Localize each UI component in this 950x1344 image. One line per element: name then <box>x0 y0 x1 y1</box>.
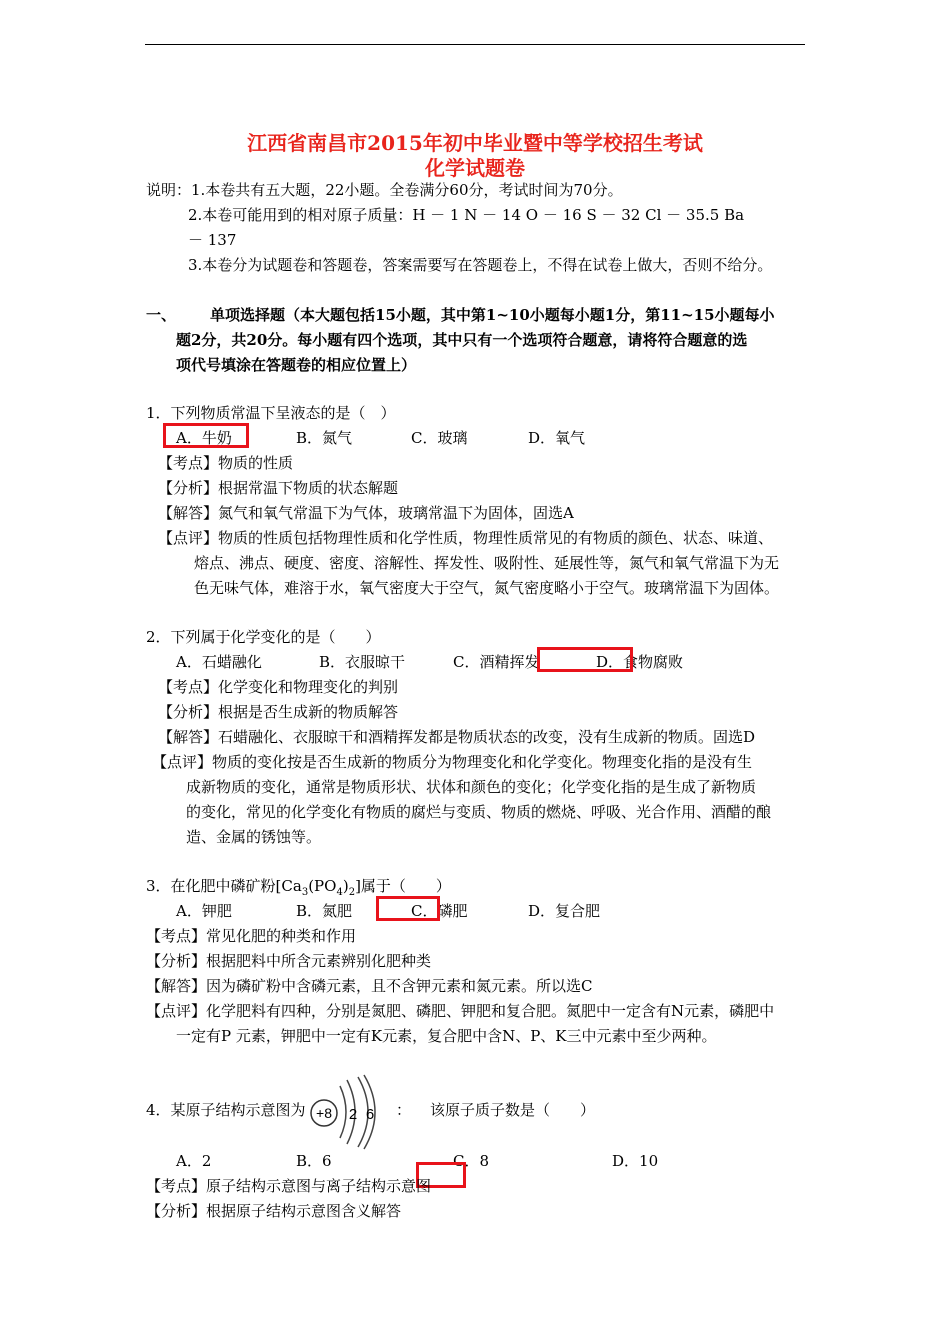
section-heading-3: 项代号填涂在答题卷的相应位置上） <box>176 356 417 374</box>
q2-option-b: B．衣服晾干 <box>319 653 406 671</box>
q3-option-d: D．复合肥 <box>528 902 601 920</box>
q4-option-d: D．10 <box>612 1152 659 1170</box>
q1-option-d: D．氧气 <box>528 429 586 447</box>
instruction-2-cont: － 137 <box>188 231 237 249</box>
q3-fenxi: 【分析】根据肥料中所含元素辨别化肥种类 <box>146 952 432 970</box>
electron-shell-1 <box>340 1086 346 1138</box>
q3-dianping-2: 一定有P 元素，钾肥中一定有K元素，复合肥中含N、P、K三中元素中至少两种。 <box>176 1027 717 1045</box>
nucleus-charge: +8 <box>316 1105 332 1121</box>
section-number: 一、 <box>146 306 177 324</box>
q1-stem: 1．下列物质常温下呈液态的是（ ） <box>146 404 396 422</box>
q3-option-a: A．钾肥 <box>176 902 232 920</box>
q4-option-b: B．6 <box>296 1152 332 1170</box>
q2-kaodian: 【考点】化学变化和物理变化的判别 <box>158 678 399 696</box>
q4-stem-part-1: 4．某原子结构示意图为 <box>146 1101 306 1119</box>
q3-option-c: C．磷肥 <box>411 902 468 920</box>
shell-1-electrons: 2 <box>348 1106 358 1123</box>
q2-dianping-3: 的变化，常见的化学变化有物质的腐烂与变质、物质的燃烧、呼吸、光合作用、酒醋的酿 <box>186 803 772 821</box>
q2-option-d: D．食物腐败 <box>596 653 684 671</box>
q3-option-b: B．氮肥 <box>296 902 353 920</box>
exam-subtitle: 化学试题卷 <box>425 156 525 180</box>
q2-fenxi: 【分析】根据是否生成新的物质解答 <box>158 703 399 721</box>
shell-2-electrons: 6 <box>365 1106 375 1123</box>
q1-answer-highlight <box>163 423 249 448</box>
q3-answer-highlight <box>376 896 440 921</box>
q1-jieda: 【解答】氮气和氧气常温下为气体，玻璃常温下为固体，固选A <box>158 504 574 522</box>
top-rule <box>145 44 805 45</box>
exam-title: 江西省南昌市2015年初中毕业暨中等学校招生考试 <box>247 131 703 155</box>
q4-option-a: A．2 <box>176 1152 212 1170</box>
q3-stem-part-1: 3．在化肥中磷矿粉[Ca <box>146 877 302 895</box>
q1-option-a: A．牛奶 <box>176 429 232 447</box>
q4-fenxi: 【分析】根据原子结构示意图含义解答 <box>146 1202 402 1220</box>
q2-dianping-1: 【点评】物质的变化按是否生成新的物质分为物理变化和化学变化。物理变化指的是没有生 <box>152 753 753 771</box>
section-heading-2: 题2分，共20分。每小题有四个选项，其中只有一个选项符合题意，请将符合题意的选 <box>176 331 748 349</box>
instruction-1: 说明：1.本卷共有五大题，22小题。全卷满分60分，考试时间为70分。 <box>146 181 623 199</box>
q2-option-a: A．石蜡融化 <box>176 653 262 671</box>
q2-jieda: 【解答】石蜡融化、衣服晾干和酒精挥发都是物质状态的改变，没有生成新的物质。固选D <box>158 728 756 746</box>
atom-structure-diagram <box>300 1072 400 1152</box>
q2-answer-highlight <box>537 647 633 672</box>
q1-dianping-1: 【点评】物质的性质包括物理性质和化学性质，物理性质常见的有物质的颜色、状态、味道、 <box>158 529 774 547</box>
q3-stem-part-3: ) <box>342 877 349 895</box>
q3-stem-part-2: (PO <box>308 877 337 895</box>
q2-stem: 2．下列属于化学变化的是（ ） <box>146 628 381 646</box>
q4-kaodian: 【考点】原子结构示意图与离子结构示意图 <box>146 1177 432 1195</box>
q2-option-c: C．酒精挥发 <box>453 653 540 671</box>
q3-jieda: 【解答】因为磷矿粉中含磷元素，且不含钾元素和氮元素。所以选C <box>146 977 593 995</box>
q4-stem-part-3: 该原子质子数是（ ） <box>430 1101 596 1119</box>
q3-kaodian: 【考点】常见化肥的种类和作用 <box>146 927 357 945</box>
q1-dianping-2: 熔点、沸点、硬度、密度、溶解性、挥发性、吸附性、延展性等，氮气和氧气常温下为无 <box>194 554 780 572</box>
instruction-3: 3.本卷分为试题卷和答题卷，答案需要写在答题卷上，不得在试卷上做大，否则不给分。 <box>188 256 773 274</box>
q3-dianping-1: 【点评】化学肥料有四种，分别是氮肥、磷肥、钾肥和复合肥。氮肥中一定含有N元素，磷肥中 <box>146 1002 775 1020</box>
q2-dianping-4: 造、金属的锈蚀等。 <box>186 828 322 846</box>
q1-dianping-3: 色无味气体，难溶于水，氧气密度大于空气，氮气密度略小于空气。玻璃常温下为固体。 <box>194 579 780 597</box>
section-heading-1: 单项选择题（本大题包括15小题，其中第1~10小题每小题1分，第11~15小题每小 <box>210 306 775 324</box>
q3-subscript-3: 2 <box>348 887 356 898</box>
instruction-2: 2.本卷可能用到的相对原子质量：H － 1 N － 14 O － 16 S － 32 Cl － 35.5 Ba <box>188 206 745 224</box>
q1-option-c: C．玻璃 <box>411 429 468 447</box>
q3-subscript-1: 3 <box>301 887 309 898</box>
q1-option-b: B．氮气 <box>296 429 353 447</box>
q4-stem-part-2: ： <box>396 1101 412 1119</box>
q3-stem-part-4: ]属于（ ） <box>355 877 451 895</box>
q2-dianping-2: 成新物质的变化，通常是物质形状、状体和颜色的变化；化学变化指的是生成了新物质 <box>186 778 757 796</box>
q3-subscript-2: 4 <box>336 887 343 898</box>
q4-option-c: C．8 <box>453 1152 490 1170</box>
q1-kaodian: 【考点】物质的性质 <box>158 454 294 472</box>
q3-stem <box>146 875 451 898</box>
q1-fenxi: 【分析】根据常温下物质的状态解题 <box>158 479 399 497</box>
